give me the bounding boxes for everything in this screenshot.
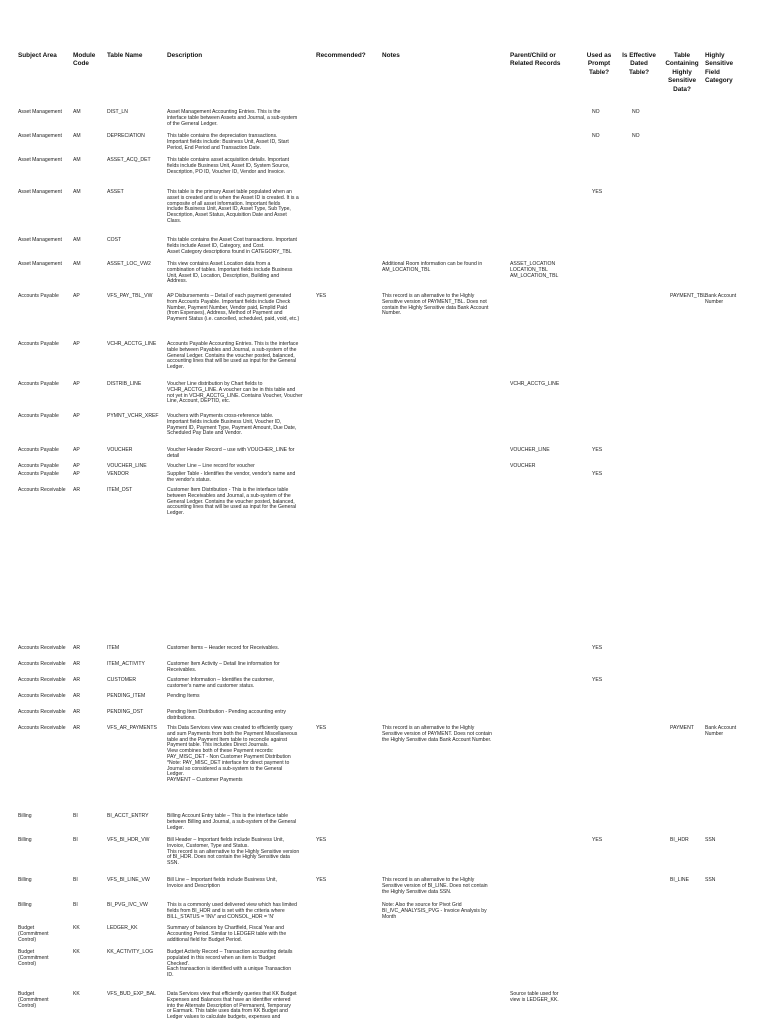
- cell-prompt-table: YES: [592, 471, 603, 477]
- cell-notes: This record is an alternative to the Highly Sensitive version of BI_LINE. Does not contain the Highly Sensitive data SSN.: [382, 877, 488, 895]
- cell-description: Customer Item Activity – Detail line information for Receivables.: [167, 661, 280, 673]
- cell-notes: This record is an alternative to the Highly Sensitive version of PAYMENT_TBL. Does not contain the Highly Sensitive data Bank Account Number.: [382, 293, 489, 317]
- cell-table-name: ITEM: [107, 645, 120, 651]
- cell-description: Bill Header – Important fields include Business Unit, Invoice, Customer, Type and Status. This record is an alternative to the Highly Sensitive version of BI_HDR. Does not contain the Highly Sensitive data SSN.: [167, 837, 300, 867]
- cell-subject-area: Asset Management: [18, 109, 62, 115]
- cell-table-name: BI_ACCT_ENTRY: [107, 813, 149, 819]
- cell-table-name: COST: [107, 237, 122, 243]
- cell-recommended: YES: [316, 877, 327, 883]
- cell-module-code: KK: [73, 949, 80, 955]
- cell-subject-area: Accounts Payable: [18, 381, 59, 387]
- cell-description: Voucher Line – Line record for voucher: [167, 463, 255, 469]
- cell-related-records: ASSET_LOCATION LOCATION_TBL AM_LOCATION_TBL: [510, 261, 559, 279]
- table-row: [0, 645, 768, 651]
- cell-description: Voucher Line distribution by Chart fields to VCHR_ACCTG_LINE. A voucher can be in this table and not yet in VCHR_ACCTG_LINE. Contains Voucher, Voucher Line, Account, DEPTID, etc.: [167, 381, 303, 405]
- header-recommended: Recommended?: [316, 52, 366, 59]
- table-row: [0, 237, 768, 255]
- header-effective-dated: Is Effective Dated Table?: [622, 52, 656, 76]
- cell-description: This table contains asset acquisition details. Important fields include Business Unit, Asset ID, System Source, Description, PO ID, Voucher ID, Vendor and Invoice.: [167, 157, 290, 175]
- cell-table-name: VFS_BI_HDR_VW: [107, 837, 150, 843]
- cell-description: Customer Item Distribution - This is the interface table between Receivables and Journal, a sub-system of the General Ledger. Contains the voucher posted, balanced, accounting lines that will be used as input for the General Ledger.: [167, 487, 297, 517]
- cell-description: This table is the primary Asset table populated when an asset is created and is when the Asset ID is created. It is a composite of all asset information. Important fields include Business Unit, Asset ID, Asset Type, Sub Type, Description, Asset Status, Acquisition Date and Asset Class.: [167, 189, 299, 224]
- table-row: [0, 949, 768, 979]
- cell-effective-dated: NO: [632, 133, 640, 139]
- cell-sensitive-table: BI_LINE: [670, 877, 689, 883]
- cell-module-code: AP: [73, 341, 80, 347]
- cell-subject-area: Budget (Commitment Control): [18, 991, 49, 1009]
- cell-subject-area: Accounts Receivable: [18, 661, 66, 667]
- cell-subject-area: Billing: [18, 902, 32, 908]
- cell-description: Pending Item Distribution - Pending accounting entry distributions.: [167, 709, 286, 721]
- cell-subject-area: Accounts Receivable: [18, 693, 66, 699]
- cell-table-name: DIST_LN: [107, 109, 128, 115]
- cell-table-name: VFS_BUD_EXP_BAL: [107, 991, 156, 997]
- cell-table-name: VFS_PAY_TBL_VW: [107, 293, 153, 299]
- cell-notes: Note: Also the source for Pivot Grid BI_IVC_ANALYSIS_PVG - Invoice Analysis by Month: [382, 902, 487, 920]
- cell-effective-dated: NO: [632, 109, 640, 115]
- table-row: [0, 837, 768, 867]
- cell-module-code: AR: [73, 725, 81, 731]
- cell-subject-area: Billing: [18, 877, 32, 883]
- cell-sensitive-table: PAYMENT: [670, 725, 694, 731]
- cell-table-name: DISTRIB_LINE: [107, 381, 142, 387]
- table-row: [0, 725, 768, 784]
- cell-description: This view contains Asset Location data from a combination of tables. Important fields include Business Unit, Asset ID, Location, Description, Building and Address.: [167, 261, 293, 285]
- table-row: [0, 157, 768, 175]
- cell-subject-area: Asset Management: [18, 157, 62, 163]
- cell-subject-area: Accounts Payable: [18, 447, 59, 453]
- cell-subject-area: Asset Management: [18, 189, 62, 195]
- cell-table-name: VOUCHER: [107, 447, 133, 453]
- table-row: [0, 487, 768, 517]
- table-row: [0, 877, 768, 895]
- cell-description: Billing Account Entry table – This is the interface table between Billing and Journal, a sub-system of the General Ledger.: [167, 813, 297, 831]
- cell-module-code: BI: [73, 813, 78, 819]
- table-row: [0, 902, 768, 920]
- cell-prompt-table: NO: [592, 109, 600, 115]
- cell-related-records: VOUCHER: [510, 463, 536, 469]
- cell-module-code: AM: [73, 109, 81, 115]
- cell-sensitive-category: Bank Account Number: [705, 725, 737, 737]
- cell-table-name: ASSET_LOC_VW2: [107, 261, 151, 267]
- cell-table-name: ASSET_ACQ_DET: [107, 157, 151, 163]
- cell-prompt-table: YES: [592, 677, 603, 683]
- cell-table-name: VENDOR: [107, 471, 129, 477]
- cell-prompt-table: NO: [592, 133, 600, 139]
- cell-recommended: YES: [316, 837, 327, 843]
- cell-table-name: PENDING_ITEM: [107, 693, 146, 699]
- table-row: [0, 709, 768, 721]
- cell-subject-area: Asset Management: [18, 133, 62, 139]
- cell-description: Vouchers with Payments cross-reference table. Important fields include Business Unit, Voucher ID, Payment ID, Payment Type, Payment Amount, Due Date, Scheduled Pay Date and Vendor.: [167, 413, 297, 437]
- table-row: [0, 133, 768, 151]
- cell-subject-area: Accounts Receivable: [18, 709, 66, 715]
- cell-related-records: VOUCHER_LINE: [510, 447, 550, 453]
- cell-description: Customer Items – Header record for Receivables.: [167, 645, 280, 651]
- cell-prompt-table: YES: [592, 447, 603, 453]
- cell-sensitive-category: SSN: [705, 837, 716, 843]
- cell-notes: Additional Room information can be found in AM_LOCATION_TBL: [382, 261, 483, 273]
- cell-subject-area: Budget (Commitment Control): [18, 949, 49, 967]
- cell-recommended: YES: [316, 293, 327, 299]
- table-row: [0, 381, 768, 405]
- cell-description: Data Services view that efficiently queries that KK Budget Expenses and Balances that have an identifier entered into the Alternate Description of Permanent, Temporary or Earmark. This table uses data from KK Budget and Ledger values to calculate budgets, expenses and: [167, 991, 297, 1021]
- cell-module-code: BI: [73, 902, 78, 908]
- cell-related-records: Source table used for view is LEDGER_KK.: [510, 991, 559, 1003]
- cell-table-name: CUSTOMER: [107, 677, 137, 683]
- cell-module-code: AM: [73, 261, 81, 267]
- cell-description: Customer Information – Identifies the customer, customer's name and customer status.: [167, 677, 275, 689]
- cell-subject-area: Billing: [18, 813, 32, 819]
- table-row: [0, 341, 768, 371]
- cell-module-code: KK: [73, 991, 80, 997]
- cell-module-code: AM: [73, 157, 81, 163]
- cell-related-records: VCHR_ACCTG_LINE: [510, 381, 560, 387]
- cell-subject-area: Accounts Payable: [18, 413, 59, 419]
- cell-description: This Data Services view was created to efficiently query and sum Payments from both the Payment Miscellaneous table and the Payment Item table to reconcile against Payment table. This includes Direct Journals. View combines both of these Payment records: PAY_MISC_DET - Non Customer Payment Distribution *Note: PAY_MISC_DET interface for direct payment to Journal so considered a sub-system to the General Ledger. PAYMENT – Customer Payments: [167, 725, 298, 784]
- cell-module-code: AM: [73, 237, 81, 243]
- cell-table-name: KK_ACTIVITY_LOG: [107, 949, 154, 955]
- cell-module-code: AR: [73, 709, 81, 715]
- cell-description: Supplier Table - Identifies the vendor, vendor's name and the vendor's status.: [167, 471, 296, 483]
- cell-table-name: BI_PVG_IVC_VW: [107, 902, 148, 908]
- cell-subject-area: Accounts Receivable: [18, 677, 66, 683]
- cell-subject-area: Accounts Receivable: [18, 487, 66, 493]
- cell-module-code: AP: [73, 447, 80, 453]
- cell-table-name: LEDGER_KK: [107, 925, 138, 931]
- cell-subject-area: Budget (Commitment Control): [18, 925, 49, 943]
- cell-module-code: AR: [73, 645, 81, 651]
- header-description: Description: [167, 52, 203, 59]
- cell-prompt-table: YES: [592, 189, 603, 195]
- table-row: [0, 109, 768, 127]
- cell-description: This table contains the depreciation transactions. Important fields include: Business Unit, Asset ID, Start Period, End Period and Transaction Date.: [167, 133, 289, 151]
- cell-sensitive-table: BI_HDR: [670, 837, 689, 843]
- cell-table-name: PYMNT_VCHR_XREF: [107, 413, 159, 419]
- header-notes: Notes: [382, 52, 400, 59]
- cell-sensitive-table: PAYMENT_TBL: [670, 293, 707, 299]
- table-row: [0, 813, 768, 831]
- cell-table-name: DEPRECIATION: [107, 133, 145, 139]
- cell-prompt-table: YES: [592, 645, 603, 651]
- cell-subject-area: Accounts Receivable: [18, 645, 66, 651]
- cell-module-code: AR: [73, 677, 81, 683]
- cell-sensitive-category: Bank Account Number: [705, 293, 737, 305]
- cell-sensitive-category: SSN: [705, 877, 716, 883]
- cell-table-name: VFS_BI_LINE_VW: [107, 877, 150, 883]
- cell-module-code: AP: [73, 471, 80, 477]
- cell-description: Bill Line – Important fields include Business Unit, Invoice and Description: [167, 877, 277, 889]
- table-row: [0, 471, 768, 483]
- header-subject-area: Subject Area: [18, 52, 57, 59]
- cell-description: Pending Items: [167, 693, 200, 699]
- cell-subject-area: Asset Management: [18, 237, 62, 243]
- table-row: [0, 677, 768, 689]
- header-module-code: Module Code: [73, 52, 96, 68]
- table-row: [0, 925, 768, 943]
- header-parent-child: Parent/Child or Related Records: [510, 52, 561, 68]
- cell-notes: This record is an alternative to the Highly Sensitive version of PAYMENT. Does not contain the Highly Sensitive data Bank Account Number.: [382, 725, 492, 743]
- cell-module-code: KK: [73, 925, 80, 931]
- cell-description: Voucher Header Record – use with VOUCHER_LINE for detail: [167, 447, 295, 459]
- cell-table-name: VCHR_ACCTG_LINE: [107, 341, 157, 347]
- cell-description: Asset Management Accounting Entries. This is the interface table between Assets and Journal, a sub-system of the General Ledger.: [167, 109, 298, 127]
- cell-description: Accounts Payable Accounting Entries. This is the interface table between Payables and Journal, a sub-system of the General Ledger. Contains the voucher posted, balanced, accounting lines that will be used as input for the General Ledger.: [167, 341, 299, 371]
- cell-module-code: AR: [73, 693, 81, 699]
- cell-subject-area: Billing: [18, 837, 32, 843]
- cell-subject-area: Accounts Payable: [18, 293, 59, 299]
- cell-module-code: AP: [73, 381, 80, 387]
- cell-table-name: PENDING_DST: [107, 709, 144, 715]
- cell-description: This table contains the Asset Cost transactions. Important fields include Asset ID, Category, and Cost. Asset Category descriptions found in CATEGORY_TBL: [167, 237, 297, 255]
- cell-table-name: VOUCHER_LINE: [107, 463, 147, 469]
- cell-table-name: ITEM_ACTIVITY: [107, 661, 145, 667]
- cell-description: Summary of balances by Chartfield, Fiscal Year and Accounting Period. Similar to LEDGER table with the additional field for Budget Period.: [167, 925, 287, 943]
- cell-module-code: AR: [73, 661, 81, 667]
- cell-module-code: AM: [73, 133, 81, 139]
- table-row: [0, 693, 768, 699]
- cell-table-name: ASSET: [107, 189, 124, 195]
- cell-module-code: AP: [73, 293, 80, 299]
- header-prompt-table: Used as Prompt Table?: [586, 52, 612, 76]
- cell-subject-area: Accounts Payable: [18, 463, 59, 469]
- table-row: [0, 991, 768, 1021]
- header-table-name: Table Name: [107, 52, 143, 59]
- cell-module-code: AP: [73, 413, 80, 419]
- cell-module-code: BI: [73, 837, 78, 843]
- cell-subject-area: Accounts Payable: [18, 471, 59, 477]
- header-highly-sensitive-table: Table Containing Highly Sensitive Data?: [665, 52, 699, 93]
- table-row: [0, 661, 768, 673]
- table-row: [0, 293, 768, 323]
- cell-description: This is a commonly used delivered view which has limited fields from BI_HDR and is set with the criteria where BILL_STATUS = 'INV' and CONSOL_HDR = 'N': [167, 902, 297, 920]
- header-sensitive-category: Highly Sensitive Field Category: [705, 52, 734, 85]
- table-row: [0, 261, 768, 285]
- cell-description: Budget Activity Record – Transaction accounting details populated in this record when an item is 'Budget Checked'. Each transaction is identified with a unique Transaction ID.: [167, 949, 293, 979]
- cell-prompt-table: YES: [592, 837, 603, 843]
- table-row: [0, 463, 768, 469]
- table-row: [0, 189, 768, 224]
- cell-recommended: YES: [316, 725, 327, 731]
- cell-table-name: VFS_AR_PAYMENTS: [107, 725, 157, 731]
- cell-subject-area: Accounts Receivable: [18, 725, 66, 731]
- table-row: [0, 413, 768, 437]
- cell-subject-area: Accounts Payable: [18, 341, 59, 347]
- cell-description: AP Disbursements – Detail of each payment generated from Accounts Payable. Important fields include Check Number, Payment Number, Vendor paid, Emplid Paid (from Expenses), Address, Method of Payment and Payment Status (i.e. cancelled, scheduled, paid, void, etc.): [167, 293, 300, 323]
- cell-subject-area: Asset Management: [18, 261, 62, 267]
- cell-table-name: ITEM_DST: [107, 487, 133, 493]
- cell-module-code: AR: [73, 487, 81, 493]
- cell-module-code: AP: [73, 463, 80, 469]
- cell-module-code: AM: [73, 189, 81, 195]
- table-row: [0, 447, 768, 459]
- cell-module-code: BI: [73, 877, 78, 883]
